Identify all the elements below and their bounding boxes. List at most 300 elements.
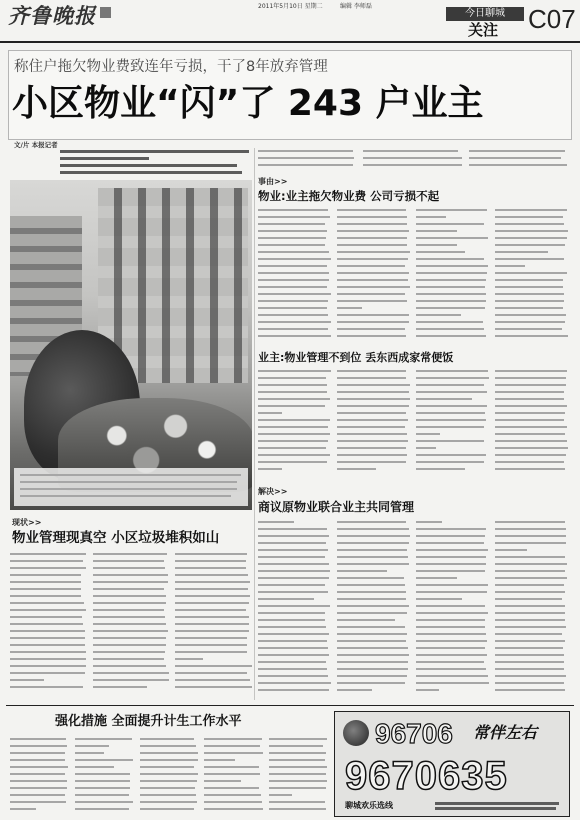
text-line <box>75 801 133 803</box>
text-line <box>10 679 44 681</box>
text-line <box>269 745 323 747</box>
text-line <box>258 468 282 470</box>
text-line <box>416 307 485 309</box>
text-line <box>363 157 461 159</box>
text-column <box>75 738 134 816</box>
text-line <box>10 581 81 583</box>
text-line <box>258 300 328 302</box>
text-line <box>258 675 328 677</box>
text-line <box>258 461 327 463</box>
text-line <box>258 237 326 239</box>
text-line <box>10 686 83 688</box>
text-line <box>10 567 86 569</box>
text-column <box>469 150 568 174</box>
text-line <box>175 651 246 653</box>
text-line <box>495 542 566 544</box>
text-line <box>258 598 314 600</box>
text-line <box>495 307 563 309</box>
text-line <box>337 556 408 558</box>
text-column <box>269 738 328 816</box>
text-line <box>416 237 488 239</box>
text-line <box>10 637 85 639</box>
text-line <box>10 630 85 632</box>
text-line <box>337 447 406 449</box>
text-line <box>495 440 567 442</box>
text-line <box>60 164 237 167</box>
page-number: C07 <box>528 4 576 34</box>
text-line <box>416 209 487 211</box>
text-line <box>258 321 331 323</box>
text-line <box>337 307 362 309</box>
text-line <box>269 773 326 775</box>
text-line <box>337 563 409 565</box>
lead-paragraph <box>60 150 250 178</box>
text-line <box>363 150 458 152</box>
photo-caption <box>14 468 248 506</box>
text-line <box>337 570 387 572</box>
text-line <box>495 279 563 281</box>
text-line <box>337 675 407 677</box>
text-line <box>269 801 325 803</box>
text-line <box>258 584 325 586</box>
subsection-title: 关注 <box>468 21 499 39</box>
solution-label: 解决>> <box>258 487 288 496</box>
text-line <box>93 602 166 604</box>
text-line <box>140 773 198 775</box>
text-line <box>337 647 408 649</box>
text-line <box>416 258 484 260</box>
text-line <box>435 802 559 805</box>
text-line <box>337 272 409 274</box>
text-line <box>416 528 486 530</box>
text-line <box>258 405 325 407</box>
text-line <box>495 577 567 579</box>
text-line <box>258 164 353 166</box>
text-line <box>495 251 548 253</box>
text-line <box>258 570 330 572</box>
text-line <box>10 787 67 789</box>
text-line <box>93 623 167 625</box>
text-line <box>495 391 564 393</box>
text-line <box>258 384 327 386</box>
text-line <box>258 244 325 246</box>
text-line <box>175 602 249 604</box>
text-line <box>416 230 457 232</box>
text-line <box>258 216 330 218</box>
text-line <box>10 801 66 803</box>
text-line <box>495 272 567 274</box>
status-heading: 物业管理现真空 小区垃圾堆积如山 <box>12 530 220 546</box>
text-line <box>416 405 487 407</box>
text-line <box>93 553 167 555</box>
text-line <box>258 668 327 670</box>
text-column <box>495 370 568 480</box>
text-line <box>416 563 486 565</box>
text-line <box>495 419 564 421</box>
text-line <box>258 314 328 316</box>
text-line <box>10 609 86 611</box>
issue-date: 2011年5月10日 星期二 <box>258 3 323 10</box>
text-line <box>258 591 328 593</box>
text-line <box>495 237 567 239</box>
text-line <box>75 787 130 789</box>
text-line <box>337 468 376 470</box>
photo-caption-text <box>20 474 242 502</box>
text-line <box>416 612 488 614</box>
text-line <box>140 780 197 782</box>
text-line <box>93 581 168 583</box>
masthead-seal-icon <box>100 7 111 18</box>
text-line <box>10 595 81 597</box>
text-line <box>258 549 328 551</box>
text-line <box>416 577 457 579</box>
text-line <box>495 370 567 372</box>
text-line <box>204 745 260 747</box>
text-line <box>495 640 565 642</box>
text-line <box>93 609 165 611</box>
text-line <box>495 468 565 470</box>
text-column <box>10 738 69 816</box>
text-line <box>337 426 405 428</box>
reason-heading: 物业:业主拖欠物业费 公司亏损不起 <box>258 189 440 203</box>
ad-number-top: 96706 <box>375 718 453 749</box>
text-line <box>175 581 250 583</box>
text-line <box>495 405 567 407</box>
text-line <box>175 588 247 590</box>
text-line <box>416 293 486 295</box>
text-line <box>258 654 329 656</box>
text-column <box>10 553 87 697</box>
text-line <box>416 265 488 267</box>
text-line <box>337 461 406 463</box>
text-line <box>495 286 563 288</box>
text-line <box>416 619 485 621</box>
text-line <box>337 279 408 281</box>
text-line <box>269 759 325 761</box>
text-line <box>337 321 409 323</box>
text-line <box>93 644 166 646</box>
text-line <box>258 647 328 649</box>
text-line <box>337 689 372 691</box>
text-line <box>175 644 247 646</box>
text-column <box>495 521 568 697</box>
owners-body-text <box>258 370 568 480</box>
text-line <box>416 447 436 449</box>
bottom-story-body-text <box>10 738 328 816</box>
text-line <box>258 605 330 607</box>
text-line <box>93 567 165 569</box>
text-line <box>495 377 566 379</box>
text-line <box>416 605 485 607</box>
text-column <box>258 150 357 174</box>
ad-brand: 聊城欢乐选线 <box>345 801 393 810</box>
text-line <box>337 661 408 663</box>
text-line <box>337 405 409 407</box>
text-line <box>416 598 462 600</box>
text-line <box>175 616 249 618</box>
text-column <box>495 209 568 343</box>
text-line <box>258 223 325 225</box>
text-line <box>337 377 406 379</box>
ad-number-main: 9670635 <box>345 754 508 798</box>
text-line <box>140 745 196 747</box>
text-line <box>10 759 65 761</box>
text-line <box>258 619 325 621</box>
text-line <box>269 766 327 768</box>
text-line <box>495 321 565 323</box>
text-line <box>258 633 329 635</box>
text-line <box>93 651 165 653</box>
owners-heading: 业主:物业管理不到位 丢东西成家常便饭 <box>258 351 454 364</box>
text-line <box>495 661 564 663</box>
text-column <box>337 521 410 697</box>
text-column <box>60 150 250 178</box>
text-line <box>416 216 446 218</box>
text-line <box>337 440 408 442</box>
text-line <box>60 157 149 160</box>
text-line <box>416 370 488 372</box>
text-line <box>337 626 405 628</box>
text-line <box>495 626 566 628</box>
text-line <box>258 640 327 642</box>
text-line <box>258 689 329 691</box>
text-line <box>204 808 262 810</box>
text-line <box>495 265 525 267</box>
text-line <box>175 679 250 681</box>
ad-logo-icon <box>343 720 369 746</box>
text-line <box>416 244 457 246</box>
text-line <box>337 286 410 288</box>
text-line <box>93 630 168 632</box>
text-line <box>258 286 327 288</box>
text-line <box>416 549 488 551</box>
text-line <box>269 787 326 789</box>
text-line <box>93 560 164 562</box>
text-line <box>93 686 147 688</box>
editor-credit: 编辑 李师磊 <box>340 3 372 10</box>
text-line <box>416 468 465 470</box>
text-column <box>416 209 489 343</box>
text-column <box>337 209 410 343</box>
text-line <box>204 759 234 761</box>
text-line <box>337 591 406 593</box>
text-line <box>93 679 169 681</box>
text-line <box>10 808 36 810</box>
text-line <box>140 738 195 740</box>
text-line <box>416 521 442 523</box>
text-line <box>204 787 259 789</box>
text-column <box>140 738 199 816</box>
text-line <box>337 237 407 239</box>
text-column <box>337 370 410 480</box>
text-line <box>258 454 330 456</box>
text-line <box>416 328 484 330</box>
text-line <box>10 560 83 562</box>
text-line <box>75 745 109 747</box>
text-line <box>10 616 82 618</box>
text-line <box>416 440 484 442</box>
text-line <box>140 808 194 810</box>
text-line <box>60 150 249 153</box>
text-line <box>175 686 252 688</box>
text-line <box>337 370 406 372</box>
text-line <box>416 661 484 663</box>
text-line <box>495 412 565 414</box>
text-line <box>10 752 65 754</box>
text-line <box>495 433 565 435</box>
text-line <box>337 528 409 530</box>
text-line <box>258 612 325 614</box>
phone-advertisement <box>334 711 570 817</box>
text-line <box>258 556 325 558</box>
text-line <box>258 370 331 372</box>
text-line <box>435 807 556 810</box>
text-line <box>258 535 329 537</box>
text-line <box>269 738 327 740</box>
byline: 文/片 本报记者 <box>14 141 58 149</box>
text-line <box>416 398 472 400</box>
text-line <box>337 391 409 393</box>
text-line <box>175 665 251 667</box>
text-line <box>495 584 564 586</box>
text-line <box>337 265 405 267</box>
text-line <box>258 528 327 530</box>
text-line <box>258 251 329 253</box>
residential-garbage-photo <box>10 180 252 510</box>
text-line <box>258 328 328 330</box>
text-line <box>337 230 409 232</box>
bottom-story-heading: 强化措施 全面提升计生工作水平 <box>55 714 242 729</box>
solution-heading: 商议原物业联合业主共同管理 <box>258 500 415 514</box>
text-line <box>337 682 405 684</box>
text-line <box>416 377 489 379</box>
text-line <box>416 542 484 544</box>
text-line <box>337 419 408 421</box>
text-line <box>495 258 564 260</box>
text-line <box>204 780 241 782</box>
text-line <box>204 752 263 754</box>
text-line <box>416 286 485 288</box>
text-line <box>93 595 167 597</box>
text-line <box>495 654 564 656</box>
text-line <box>337 619 395 621</box>
text-line <box>416 279 486 281</box>
text-line <box>258 230 327 232</box>
text-line <box>258 150 353 152</box>
text-line <box>269 808 325 810</box>
text-line <box>416 640 487 642</box>
text-line <box>204 794 260 796</box>
text-line <box>140 766 195 768</box>
text-line <box>140 801 197 803</box>
text-line <box>204 766 259 768</box>
text-line <box>495 398 564 400</box>
text-line <box>175 595 249 597</box>
text-line <box>416 391 487 393</box>
text-line <box>175 609 246 611</box>
text-line <box>416 675 488 677</box>
text-line <box>469 157 562 159</box>
text-column <box>204 738 263 816</box>
solution-body-text <box>258 521 568 697</box>
text-column <box>258 370 331 480</box>
text-line <box>10 745 67 747</box>
text-line <box>495 293 564 295</box>
text-line <box>337 454 407 456</box>
text-line <box>495 549 527 551</box>
text-line <box>337 328 405 330</box>
text-line <box>416 433 440 435</box>
text-line <box>204 801 262 803</box>
text-line <box>495 328 562 330</box>
text-line <box>175 630 249 632</box>
text-line <box>10 665 86 667</box>
text-line <box>337 640 406 642</box>
text-line <box>269 780 327 782</box>
text-line <box>258 447 326 449</box>
text-line <box>175 637 247 639</box>
text-line <box>10 644 85 646</box>
text-line <box>416 335 486 337</box>
text-line <box>75 794 129 796</box>
text-line <box>495 689 565 691</box>
text-line <box>140 752 198 754</box>
text-line <box>93 616 165 618</box>
text-line <box>495 426 567 428</box>
text-line <box>495 605 565 607</box>
status-label: 现状>> <box>12 518 42 527</box>
text-line <box>416 314 461 316</box>
text-line <box>10 602 84 604</box>
text-line <box>258 272 329 274</box>
text-line <box>258 391 327 393</box>
text-line <box>258 209 328 211</box>
text-line <box>495 244 565 246</box>
text-line <box>258 398 330 400</box>
reason-label: 事由>> <box>258 177 288 186</box>
text-line <box>10 780 67 782</box>
text-column <box>175 553 252 697</box>
text-line <box>495 314 566 316</box>
text-line <box>416 668 486 670</box>
text-line <box>337 258 408 260</box>
text-line <box>495 619 565 621</box>
text-line <box>258 521 294 523</box>
text-column <box>363 150 462 174</box>
text-line <box>75 780 130 782</box>
text-line <box>337 293 405 295</box>
text-line <box>337 577 404 579</box>
text-line <box>495 216 563 218</box>
text-line <box>495 209 567 211</box>
header-rule <box>0 41 580 43</box>
text-line <box>10 794 65 796</box>
text-line <box>20 481 237 483</box>
text-line <box>10 623 83 625</box>
text-line <box>175 658 203 660</box>
text-line <box>93 665 166 667</box>
text-line <box>416 412 485 414</box>
text-line <box>258 293 331 295</box>
text-line <box>269 794 292 796</box>
text-line <box>93 637 166 639</box>
text-line <box>416 633 486 635</box>
text-line <box>258 377 326 379</box>
text-line <box>495 598 562 600</box>
text-line <box>495 675 566 677</box>
text-line <box>495 447 568 449</box>
text-line <box>495 570 565 572</box>
